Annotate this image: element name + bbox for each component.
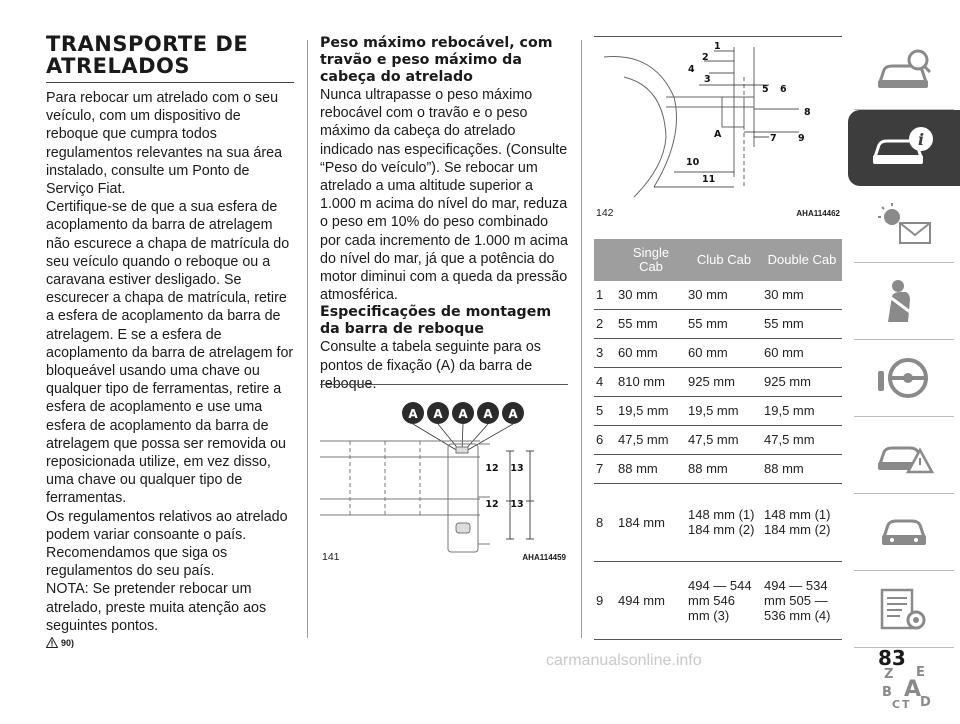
table-cell: 925 mm xyxy=(686,367,762,396)
paragraph: Para rebocar um atrelado com o seu veículo, com um dispositivo de reboque que cumpra todos regulamentos relevantes na sua área instalado, consulte um Ponto de Serviço Fiat. xyxy=(46,90,283,198)
paragraph: NOTA: Se pretender rebocar um atrelado, preste muita atenção aos seguintes pontos. xyxy=(46,581,267,634)
callout-10: 10 xyxy=(686,157,700,168)
dim-label: 13 xyxy=(510,463,524,474)
table-row xyxy=(594,309,842,338)
table-cell: 148 mm (1) 184 mm (2) xyxy=(762,483,842,561)
warning-icon xyxy=(46,637,58,648)
callout-8: 8 xyxy=(804,107,811,118)
warning-lights-icon xyxy=(874,201,934,247)
dim-label: 12 xyxy=(485,499,499,510)
table-cell: 19,5 mm xyxy=(686,396,762,425)
subheading-towbar-specs: Especificações de montagem da barra de reboque xyxy=(320,304,552,338)
table-row xyxy=(594,561,842,639)
table-cell: 1 xyxy=(594,281,616,309)
callout-a: A xyxy=(714,129,722,140)
table-cell: 810 mm xyxy=(616,367,686,396)
table-cell: 148 mm (1) 184 mm (2) xyxy=(686,483,762,561)
table-cell: 55 mm xyxy=(762,309,842,338)
figure-code: AHA114459 xyxy=(522,553,566,562)
callout-3: 3 xyxy=(704,74,711,85)
table-cell: 3 xyxy=(594,338,616,367)
table-cell: 55 mm xyxy=(686,309,762,338)
note-ref-label: 90) xyxy=(61,637,75,648)
callout-2: 2 xyxy=(702,52,709,63)
svg-text:A: A xyxy=(904,677,922,702)
page-number: 83 xyxy=(878,646,906,670)
dim-label: 13 xyxy=(510,499,524,510)
table-row xyxy=(594,454,842,483)
table-cell: 7 xyxy=(594,454,616,483)
chapter-tab-knowing-vehicle[interactable] xyxy=(848,33,960,109)
svg-text:B: B xyxy=(882,685,892,700)
table-cell: 47,5 mm xyxy=(616,425,686,454)
table-cell: 4 xyxy=(594,367,616,396)
towbar-spec-table xyxy=(594,239,842,640)
svg-text:D: D xyxy=(920,695,931,710)
towbar-mount-diagram xyxy=(320,389,568,553)
chapter-tab-starting-driving[interactable] xyxy=(848,340,960,416)
chapter-tab-technical-data[interactable] xyxy=(848,110,960,186)
table-header: Double Cab xyxy=(762,239,842,281)
chapter-tab-safety[interactable] xyxy=(848,263,960,339)
table-cell: 2 xyxy=(594,309,616,338)
svg-text:C: C xyxy=(892,698,901,710)
note-reference xyxy=(46,637,294,648)
table-cell: 30 mm xyxy=(762,281,842,309)
table-cell: 184 mm xyxy=(616,483,686,561)
section-title xyxy=(46,33,294,77)
paragraph: Certifique-se de que a sua esfera de acoplamento da barra de atrelagem não escurece a chapa de matrícula do seu veículo quando o reboque ou a caravana estiver desligado. Se escurecer a chapa de matrícula, retire a esfera de acoplamento da barra de atrelagem. E se a esfera de acoplamento da barra de atrelagem for bloqueável usando uma chave ou qualquer tipo de ferramentas, retire a esfera de acoplamento e use uma esfera de acoplamento da barra de atrelagem que possa ser removida ou reposicionada utilize, em vez disso, uma chave ou qualquer tipo de ferramentas. xyxy=(46,199,294,507)
middle-column xyxy=(320,35,568,393)
callout-a: A xyxy=(433,407,443,421)
callout-a: A xyxy=(408,407,418,421)
subheading-max-weight: Peso máximo rebocável, com travão e peso máximo da cabeça do atrelado xyxy=(320,35,553,85)
chapter-tab-emergency[interactable] xyxy=(848,417,960,493)
table-cell: 60 mm xyxy=(762,338,842,367)
callout-11: 11 xyxy=(702,174,716,185)
table-cell: 30 mm xyxy=(616,281,686,309)
car-search-icon xyxy=(874,48,934,94)
car-info-icon xyxy=(869,123,939,173)
svg-text:Z: Z xyxy=(884,667,894,682)
section-title-line2: ATRELADOS xyxy=(46,54,191,78)
table-header xyxy=(594,239,616,281)
paragraph: Consulte a tabela seguinte para os pontos de fixação (A) da barra de reboque. xyxy=(320,339,541,392)
svg-text:i: i xyxy=(917,130,925,149)
emergency-car-icon xyxy=(874,432,934,478)
figure-code: AHA114462 xyxy=(796,209,840,218)
document-gear-icon xyxy=(874,586,934,632)
callout-a: A xyxy=(458,407,468,421)
table-cell: 60 mm xyxy=(686,338,762,367)
chapter-tab-maintenance[interactable] xyxy=(848,494,960,570)
table-row xyxy=(594,338,842,367)
car-service-icon xyxy=(874,509,934,555)
figure-number: 141 xyxy=(322,551,340,563)
table-cell: 88 mm xyxy=(762,454,842,483)
table-header: Single Cab xyxy=(616,239,686,281)
table-cell: 6 xyxy=(594,425,616,454)
callout-1: 1 xyxy=(714,41,721,52)
table-header: Club Cab xyxy=(686,239,762,281)
svg-text:E: E xyxy=(916,665,925,680)
table-cell: 30 mm xyxy=(686,281,762,309)
watermark: carmanualsonline.info xyxy=(546,652,702,669)
table-cell: 5 xyxy=(594,396,616,425)
table-cell: 55 mm xyxy=(616,309,686,338)
chapter-sidebar xyxy=(848,33,960,724)
section-title-line1: TRANSPORTE DE xyxy=(46,32,249,56)
table-cell: 19,5 mm xyxy=(762,396,842,425)
figure-number: 142 xyxy=(596,207,614,219)
left-column xyxy=(46,33,294,648)
steering-wheel-icon xyxy=(874,355,934,401)
table-cell: 47,5 mm xyxy=(762,425,842,454)
table-row xyxy=(594,483,842,561)
callout-6: 6 xyxy=(780,84,787,95)
figure-141 xyxy=(320,384,568,567)
table-cell: 88 mm xyxy=(616,454,686,483)
table-cell: 19,5 mm xyxy=(616,396,686,425)
table-cell: 494 — 534 mm 505 — 536 mm (4) xyxy=(762,561,842,639)
column-divider xyxy=(581,40,582,638)
title-rule xyxy=(46,82,294,83)
table-cell: 494 — 544 mm 546 mm (3) xyxy=(686,561,762,639)
paragraph: Os regulamentos relativos ao atrelado podem variar consoante o país. Recomendamos que siga os regulamentos do seu país. xyxy=(46,508,288,580)
dim-label: 12 xyxy=(485,463,499,474)
figure-142 xyxy=(594,36,842,225)
callout-a: A xyxy=(508,407,518,421)
column-divider xyxy=(307,40,308,638)
table-cell: 60 mm xyxy=(616,338,686,367)
seatbelt-icon xyxy=(874,278,934,324)
table-header-row xyxy=(594,239,842,281)
callout-a: A xyxy=(483,407,493,421)
paragraph: Nunca ultrapasse o peso máximo rebocável com o travão e o peso máximo da cabeça do atrelado indicado nas especificações. (Consulte “Peso do veículo”). Se rebocar um atrelado a uma altitude superior a 1.000 m acima do nível do mar, reduza o peso em 10% do peso combinado por cada incremento de 1.000 m acima do nível do mar, já que a potência do motor diminui com a queda da pressão atmosférica. xyxy=(320,87,568,304)
table-cell: 47,5 mm xyxy=(686,425,762,454)
towbar-side-diagram xyxy=(594,37,842,203)
callout-4: 4 xyxy=(688,64,695,75)
callout-7: 7 xyxy=(770,133,777,144)
table-cell: 9 xyxy=(594,561,616,639)
svg-text:T: T xyxy=(902,698,910,710)
table-cell: 88 mm xyxy=(686,454,762,483)
callout-5: 5 xyxy=(762,84,769,95)
table-row xyxy=(594,425,842,454)
chapter-tab-specifications[interactable] xyxy=(848,571,960,647)
table-cell: 8 xyxy=(594,483,616,561)
table-cell: 494 mm xyxy=(616,561,686,639)
table-row xyxy=(594,396,842,425)
table-cell: 925 mm xyxy=(762,367,842,396)
table-row xyxy=(594,281,842,309)
callout-9: 9 xyxy=(798,133,805,144)
chapter-tab-warning-lights[interactable] xyxy=(848,186,960,262)
table-row xyxy=(594,367,842,396)
